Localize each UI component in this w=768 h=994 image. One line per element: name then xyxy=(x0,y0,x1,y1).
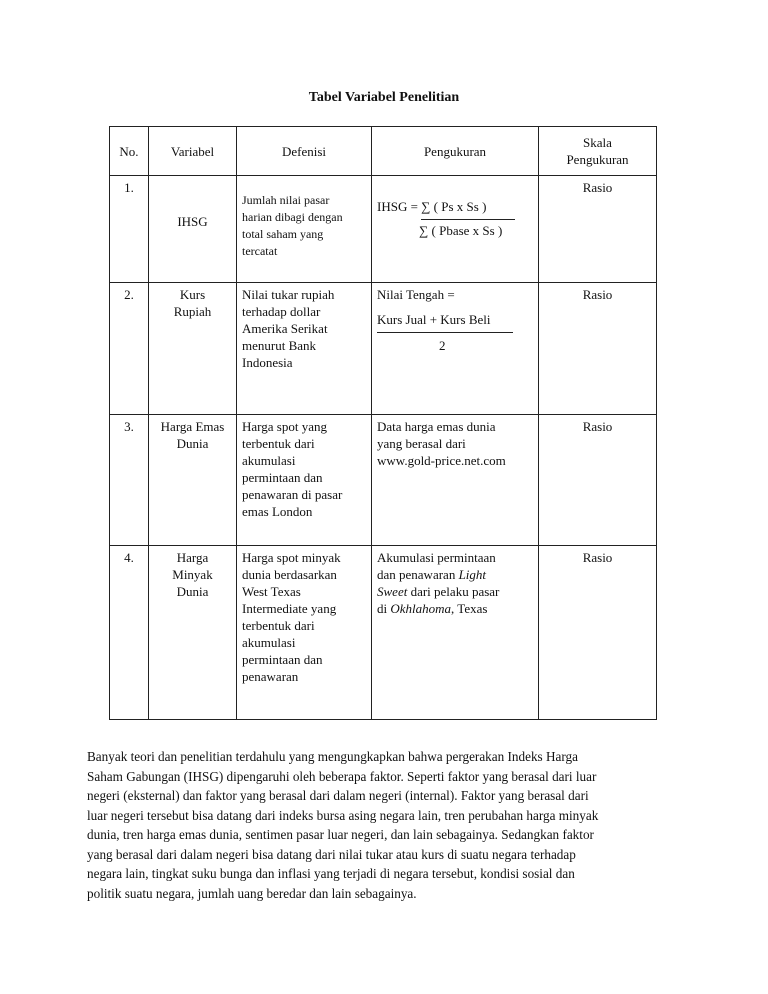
formula-denominator: 2 xyxy=(439,338,446,353)
pengukuran-line xyxy=(377,583,533,600)
defenisi-line: Amerika Serikat xyxy=(242,321,328,336)
header-no: No. xyxy=(110,127,149,176)
header-skala-line1: Skala xyxy=(583,135,612,150)
formula-numerator: IHSG = ∑ ( Ps x Ss ) xyxy=(377,199,487,214)
fraction-line xyxy=(377,332,513,333)
cell-variabel xyxy=(149,415,237,546)
table-row xyxy=(110,176,657,283)
cell-defenisi xyxy=(237,283,372,415)
table-row xyxy=(110,415,657,546)
defenisi-line: Nilai tukar rupiah xyxy=(242,287,335,302)
defenisi-line: Harga spot minyak xyxy=(242,550,341,565)
variabel-line: Rupiah xyxy=(173,304,212,319)
cell-skala: Rasio xyxy=(539,546,657,720)
defenisi-line: terbentuk dari xyxy=(242,436,315,451)
cell-variabel xyxy=(149,176,237,283)
page-title: Tabel Variabel Penelitian xyxy=(308,90,460,105)
table-header-row xyxy=(110,127,657,176)
defenisi-line: Jumlah nilai pasar xyxy=(242,193,330,207)
italic-term: Light xyxy=(458,567,487,582)
defenisi-line: harian dibagi dengan xyxy=(242,210,343,224)
variabel-line: Harga Emas xyxy=(160,419,225,434)
paragraph-line: politik suatu negara, jumlah uang beredar dan lain sebagainya. xyxy=(87,885,417,901)
header-variabel: Variabel xyxy=(149,127,237,176)
variable-table xyxy=(109,126,657,720)
cell-skala: Rasio xyxy=(539,283,657,415)
cell-variabel xyxy=(149,546,237,720)
cell-pengukuran xyxy=(372,176,539,283)
italic-term: Okhlahoma xyxy=(390,601,452,616)
formula-line: Nilai Tengah = xyxy=(377,287,455,302)
defenisi-line: Intermediate yang xyxy=(242,601,337,616)
defenisi-line: permintaan dan xyxy=(242,470,323,485)
cell-defenisi xyxy=(237,415,372,546)
defenisi-line: emas London xyxy=(242,504,313,519)
paragraph-line: negeri (eksternal) dan faktor yang berasal dari dalam negeri (internal). Faktor yang berasal dari xyxy=(87,788,589,803)
formula-denominator: ∑ ( Pbase x Ss ) xyxy=(419,223,503,238)
paragraph-line: luar negeri tersebut bisa datang dari indeks bursa asing negara lain, tren perubahan harga minyak xyxy=(87,807,599,823)
defenisi-line: penawaran xyxy=(242,669,299,684)
cell-defenisi xyxy=(237,546,372,720)
text-run: , Texas xyxy=(451,601,488,616)
header-defenisi: Defenisi xyxy=(237,127,372,176)
table-row xyxy=(110,283,657,415)
cell-defenisi xyxy=(237,176,372,283)
defenisi-line: dunia berdasarkan xyxy=(242,567,337,582)
table-row xyxy=(110,546,657,720)
variabel-line: Dunia xyxy=(176,436,209,451)
text-run: dan penawaran xyxy=(377,567,459,582)
text-run: di xyxy=(377,601,391,616)
pengukuran-line: yang berasal dari xyxy=(377,436,466,451)
cell-variabel xyxy=(149,283,237,415)
defenisi-line: terhadap dollar xyxy=(242,304,321,319)
pengukuran-line: Data harga emas dunia xyxy=(377,419,496,434)
defenisi-line: akumulasi xyxy=(242,453,296,468)
variabel-line: Dunia xyxy=(176,584,209,599)
defenisi-line: akumulasi xyxy=(242,635,296,650)
defenisi-line: Indonesia xyxy=(242,355,293,370)
body-paragraph xyxy=(87,747,687,903)
defenisi-line: penawaran di pasar xyxy=(242,487,343,502)
defenisi-line: tercatat xyxy=(242,244,278,258)
pengukuran-line: Akumulasi permintaan xyxy=(377,550,496,565)
cell-no: 4. xyxy=(110,546,149,720)
cell-skala: Rasio xyxy=(539,415,657,546)
defenisi-line: permintaan dan xyxy=(242,652,323,667)
variabel-line: Kurs xyxy=(179,287,206,302)
cell-no: 3. xyxy=(110,415,149,546)
defenisi-line: Harga spot yang xyxy=(242,419,327,434)
paragraph-line: negara lain, tingkat suku bunga dan inflasi yang terjadi di negara tersebut, kondisi sosial dan xyxy=(87,866,575,881)
cell-no: 2. xyxy=(110,283,149,415)
header-pengukuran: Pengukuran xyxy=(372,127,539,176)
header-skala-line2: Pengukuran xyxy=(566,152,629,167)
variabel-line: IHSG xyxy=(177,214,208,229)
defenisi-line: terbentuk dari xyxy=(242,618,315,633)
defenisi-line: West Texas xyxy=(242,584,301,599)
header-skala xyxy=(539,127,657,176)
source-url: www.gold-price.net.com xyxy=(377,453,506,468)
cell-pengukuran xyxy=(372,415,539,546)
pengukuran-line xyxy=(377,566,533,583)
cell-no: 1. xyxy=(110,176,149,283)
cell-pengukuran xyxy=(372,283,539,415)
paragraph-line: dunia, tren harga emas dunia, sentimen pasar luar negeri, dan lain sebagainya. Sedangkan faktor xyxy=(87,827,594,842)
fraction-line xyxy=(421,219,515,220)
paragraph-line: Banyak teori dan penelitian terdahulu yang mengungkapkan bahwa pergerakan Indeks Harga xyxy=(87,749,578,764)
formula-numerator: Kurs Jual + Kurs Beli xyxy=(377,312,491,327)
defenisi-line: total saham yang xyxy=(242,227,324,241)
variabel-line: Minyak xyxy=(172,567,213,582)
cell-pengukuran xyxy=(372,546,539,720)
pengukuran-line xyxy=(377,600,533,617)
italic-term: Sweet xyxy=(377,584,408,599)
variabel-line: Harga xyxy=(176,550,209,565)
defenisi-line: menurut Bank xyxy=(242,338,317,353)
paragraph-line: Saham Gabungan (IHSG) dipengaruhi oleh beberapa faktor. Seperti faktor yang berasal dari luar xyxy=(87,768,597,784)
paragraph-line: yang berasal dari dalam negeri bisa datang dari nilai tukar atau kurs di suatu negara terhadap xyxy=(87,846,576,862)
text-run: dari pelaku pasar xyxy=(407,584,500,599)
cell-skala: Rasio xyxy=(539,176,657,283)
